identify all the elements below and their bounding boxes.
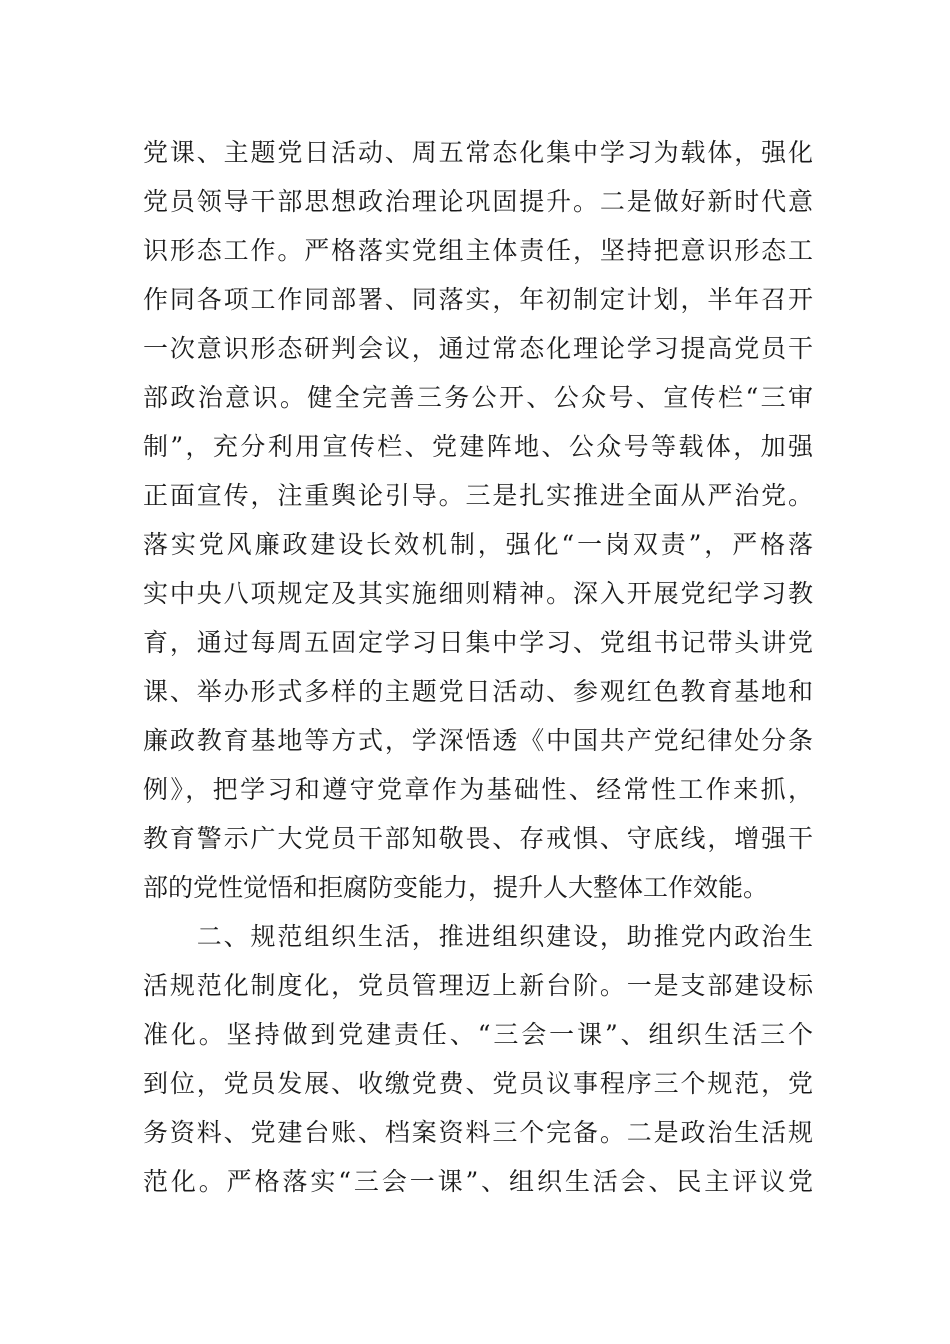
text-line: 教育警示广大党员干部知敬畏、存戒惧、守底线，增强干 [143, 824, 813, 853]
paragraph-start-line: 二、规范组织生活，推进组织建设，助推党内政治生 [143, 922, 813, 951]
text-line: 落实党风廉政建设长效机制，强化“一岗双责”，严格落 [143, 530, 813, 559]
text-line: 识形态工作。严格落实党组主体责任，坚持把意识形态工 [143, 236, 813, 265]
text-line: 制”，充分利用宣传栏、党建阵地、公众号等载体，加强 [143, 432, 813, 461]
text-line: 例》，把学习和遵守党章作为基础性、经常性工作来抓， [143, 775, 813, 804]
text-line: 准化。坚持做到党建责任、“三会一课”、组织生活三个 [143, 1020, 813, 1049]
text-line: 范化。严格落实“三会一课”、组织生活会、民主评议党 [143, 1167, 813, 1196]
text-line: 育，通过每周五固定学习日集中学习、党组书记带头讲党 [143, 628, 813, 657]
text-line: 廉政教育基地等方式，学深悟透《中国共产党纪律处分条 [143, 726, 813, 755]
text-line: 一次意识形态研判会议，通过常态化理论学习提高党员干 [143, 334, 813, 363]
text-line: 活规范化制度化，党员管理迈上新台阶。一是支部建设标 [143, 971, 813, 1000]
text-line: 作同各项工作同部署、同落实，年初制定计划，半年召开 [143, 285, 813, 314]
text-line: 课、举办形式多样的主题党日活动、参观红色教育基地和 [143, 677, 813, 706]
body-text [143, 128, 813, 1206]
text-line: 部政治意识。健全完善三务公开、公众号、宣传栏“三审 [143, 383, 813, 412]
text-line: 党员领导干部思想政治理论巩固提升。二是做好新时代意 [143, 187, 813, 216]
text-line: 实中央八项规定及其实施细则精神。深入开展党纪学习教 [143, 579, 813, 608]
text-line: 正面宣传，注重舆论引导。三是扎实推进全面从严治党。 [143, 481, 813, 510]
text-line: 到位，党员发展、收缴党费、党员议事程序三个规范，党 [143, 1069, 813, 1098]
paragraph-end-line: 部的党性觉悟和拒腐防变能力，提升人大整体工作效能。 [143, 873, 769, 902]
text-line: 党课、主题党日活动、周五常态化集中学习为载体，强化 [143, 138, 813, 167]
text-line: 务资料、党建台账、档案资料三个完备。二是政治生活规 [143, 1118, 813, 1147]
